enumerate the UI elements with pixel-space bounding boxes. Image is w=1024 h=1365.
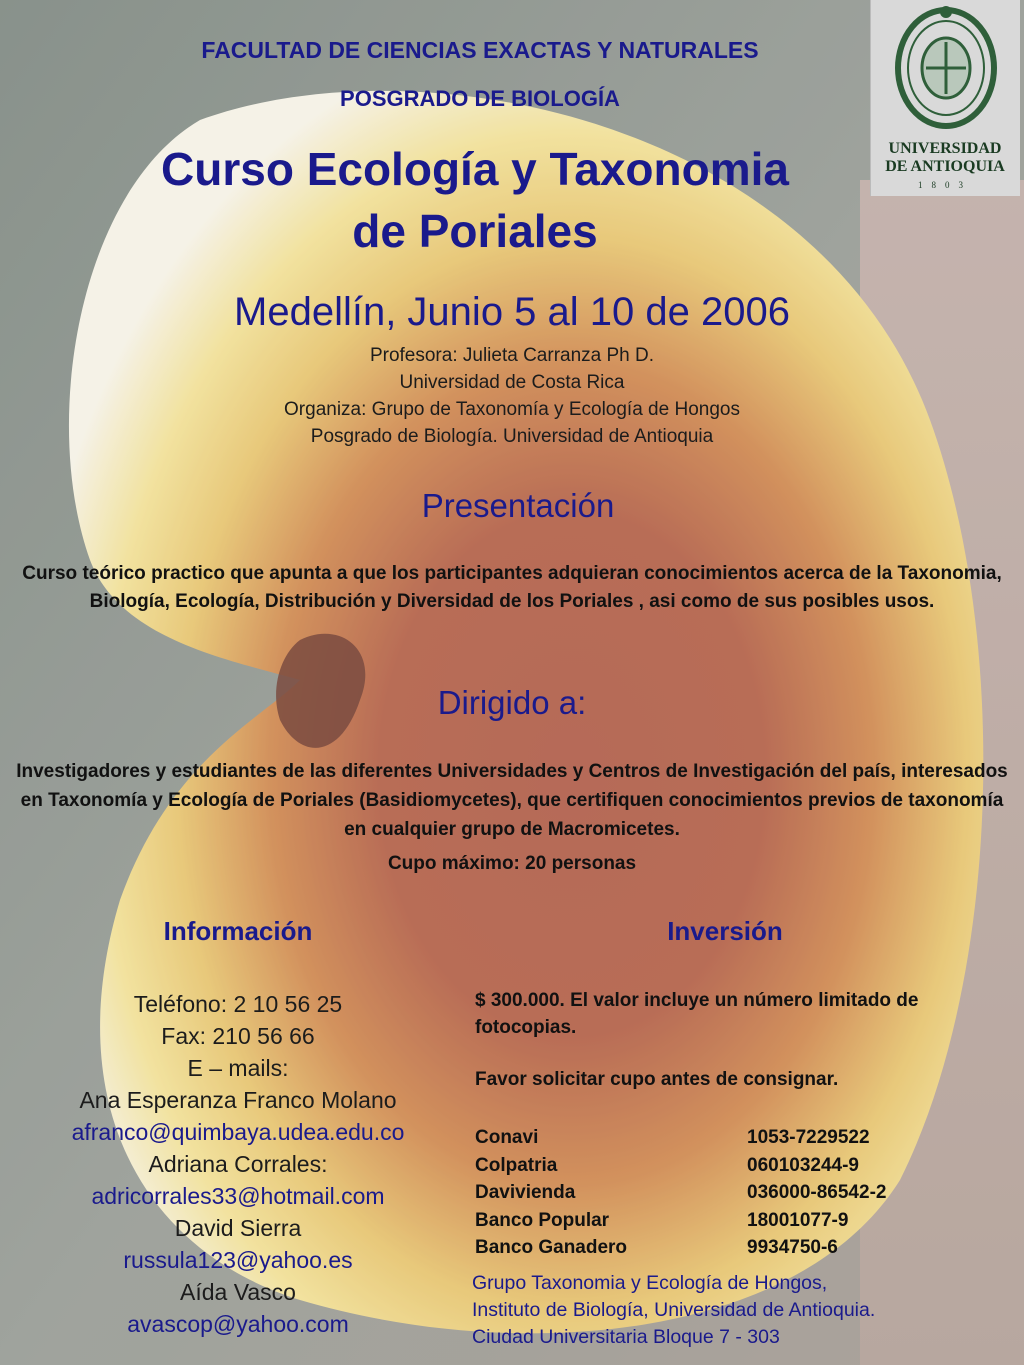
bank-account: 1053-7229522 bbox=[747, 1127, 870, 1148]
footer-line: Ciudad Universitaria Bloque 7 - 303 bbox=[472, 1326, 780, 1348]
organizer-line: Profesora: Julieta Carranza Ph D. bbox=[369, 345, 655, 366]
bank-account: 036000-86542-2 bbox=[747, 1182, 887, 1203]
contact-email-link[interactable]: russula123@yahoo.es bbox=[123, 1247, 353, 1273]
logo-year: 1803 bbox=[918, 180, 972, 190]
bank-row bbox=[475, 1234, 886, 1262]
bank-row bbox=[475, 1124, 886, 1152]
posgrado-heading: POSGRADO DE BIOLOGÍA bbox=[340, 86, 620, 111]
bank-account: 9934750-6 bbox=[747, 1237, 838, 1258]
footer-line: Instituto de Biología, Universidad de Antioquia. bbox=[472, 1299, 876, 1321]
contact-email-link[interactable]: adricorrales33@hotmail.com bbox=[91, 1183, 385, 1209]
bank-row bbox=[475, 1179, 886, 1207]
dirigido-text: Investigadores y estudiantes de las diferentes Universidades y Centros de Investigación del país, interesados en Taxonomía y Ecología de Poriales (Basidiomycetes), que certifiquen conocimientos previos de taxonomía en cualquier grupo de Macromicetes. bbox=[16, 761, 1008, 840]
university-seal-icon bbox=[871, 0, 1021, 140]
course-title-line2: de Poriales bbox=[352, 205, 598, 257]
inversion-heading: Inversión bbox=[667, 916, 783, 946]
contact-email-link[interactable]: avascop@yahoo.com bbox=[127, 1311, 349, 1337]
contact-name: David Sierra bbox=[174, 1215, 302, 1241]
contact-name: Adriana Corrales: bbox=[148, 1151, 328, 1177]
bank-name: Conavi bbox=[475, 1127, 539, 1148]
inversion-price: $ 300.000. El valor incluye un número limitado de fotocopias. bbox=[475, 990, 919, 1038]
organizer-line: Organiza: Grupo de Taxonomía y Ecología de Hongos bbox=[284, 399, 740, 420]
presentacion-heading: Presentación bbox=[421, 487, 615, 524]
contact-list bbox=[0, 988, 476, 1340]
course-title-line1: Curso Ecología y Taxonomia bbox=[161, 143, 789, 195]
bank-accounts-table bbox=[475, 1124, 886, 1262]
fax: Fax: 210 56 66 bbox=[161, 1023, 315, 1049]
presentacion-text: Curso teórico practico que apunta a que los participantes adquieran conocimientos acerca de la Taxonomia, Biología, Ecología, Distribución y Diversidad de los Poriales , asi como de sus posibles usos. bbox=[22, 563, 1002, 612]
bank-row bbox=[475, 1152, 886, 1180]
inversion-note: Favor solicitar cupo antes de consignar. bbox=[475, 1069, 839, 1090]
bank-account: 060103244-9 bbox=[747, 1154, 859, 1176]
logo-line1: UNIVERSIDAD bbox=[888, 140, 1002, 157]
organizer-line: Posgrado de Biología. Universidad de Antioquia bbox=[310, 426, 714, 447]
telefono: Teléfono: 2 10 56 25 bbox=[133, 991, 343, 1017]
emails-label: E – mails: bbox=[187, 1055, 289, 1081]
bank-account: 18001077-9 bbox=[747, 1209, 849, 1231]
course-date-location: Medellín, Junio 5 al 10 de 2006 bbox=[234, 290, 790, 334]
faculty-heading: FACULTAD DE CIENCIAS EXACTAS Y NATURALES bbox=[201, 37, 759, 63]
course-title bbox=[0, 138, 950, 262]
bank-row bbox=[475, 1207, 886, 1235]
bank-name: Davivienda bbox=[475, 1182, 576, 1203]
bank-name: Banco Ganadero bbox=[475, 1237, 628, 1258]
dirigido-heading: Dirigido a: bbox=[437, 684, 587, 721]
cupo-maximo: Cupo máximo: 20 personas bbox=[387, 853, 637, 874]
contact-email-link[interactable]: afranco@quimbaya.udea.edu.co bbox=[71, 1119, 405, 1145]
footer-address bbox=[472, 1270, 1012, 1351]
bank-name: Colpatria bbox=[475, 1154, 558, 1176]
informacion-heading: Información bbox=[163, 916, 313, 946]
bank-name: Banco Popular bbox=[475, 1209, 610, 1231]
contact-name: Aída Vasco bbox=[180, 1279, 296, 1305]
organizer-line: Universidad de Costa Rica bbox=[399, 372, 625, 393]
organizers-block bbox=[0, 342, 1024, 450]
footer-line: Grupo Taxonomia y Ecología de Hongos, bbox=[472, 1272, 828, 1294]
contact-name: Ana Esperanza Franco Molano bbox=[79, 1087, 397, 1113]
logo-line2: DE ANTIOQUIA bbox=[885, 158, 1005, 175]
